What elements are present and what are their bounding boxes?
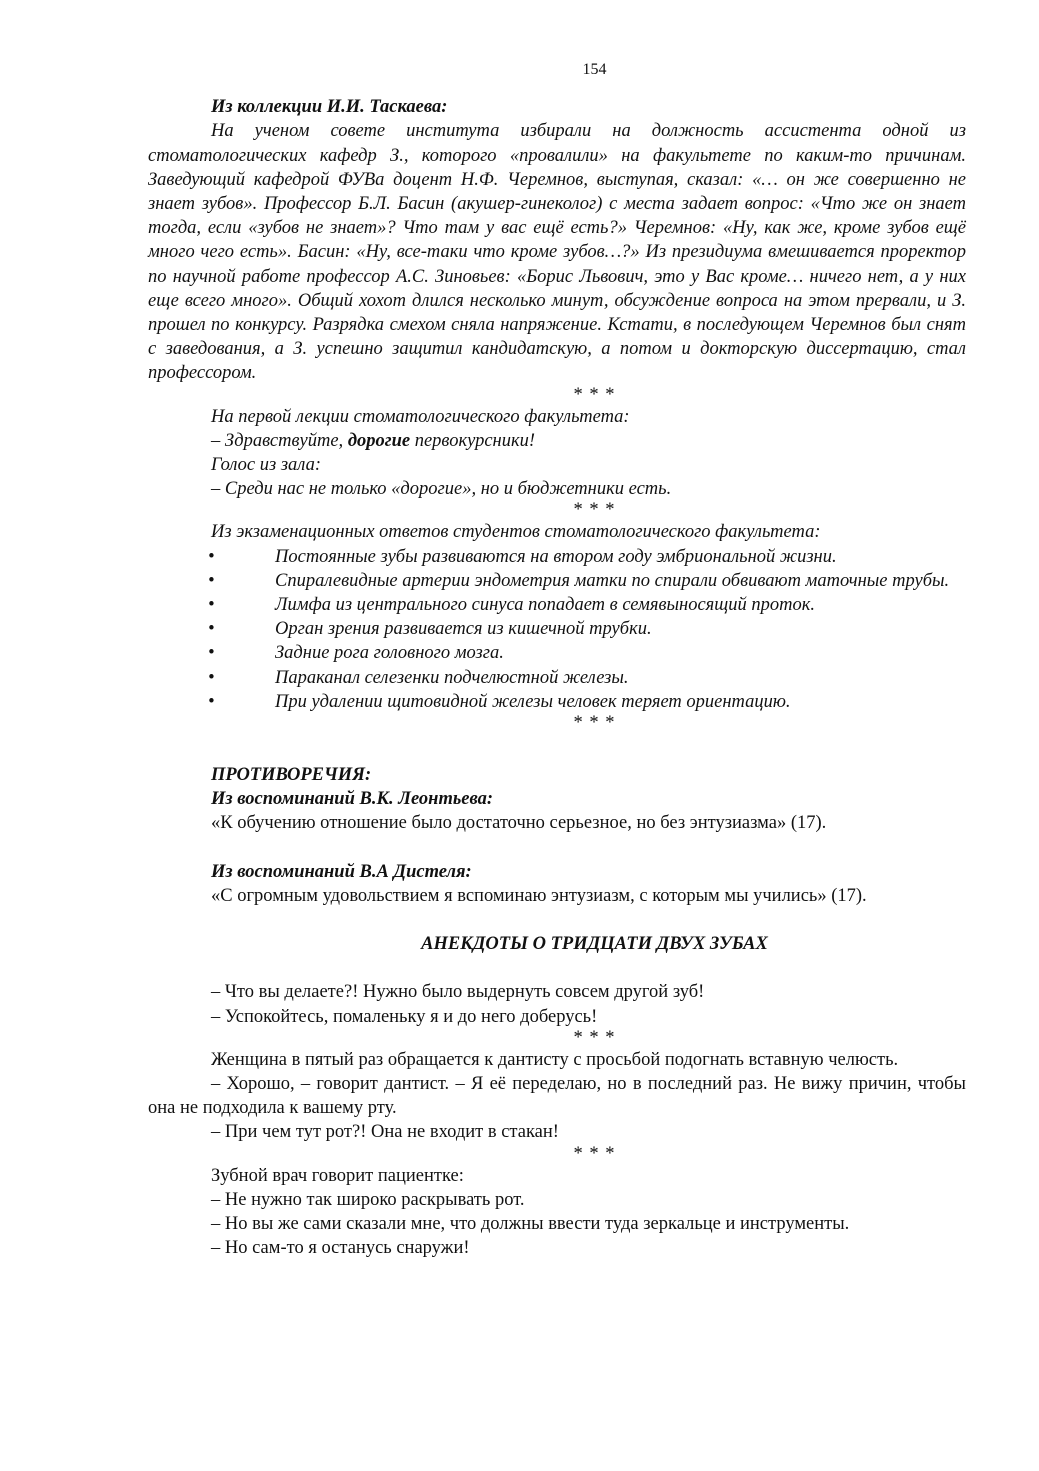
- bullet-icon: •: [208, 691, 215, 712]
- voice-from-hall: Голос из зала:: [211, 455, 321, 476]
- list-item: [0, 666, 966, 690]
- joke-line: – Но вы же сами сказали мне, что должны ввести туда зеркальце и инструменты.: [211, 1213, 850, 1234]
- bullet-icon: •: [208, 595, 215, 616]
- list-item-text: Орган зрения развивается из кишечной трубки.: [275, 619, 652, 640]
- exam-answers-intro: Из экзаменационных ответов студентов стоматологического факультета:: [211, 522, 821, 543]
- list-item: [0, 690, 966, 714]
- bullet-icon: •: [208, 570, 215, 591]
- list-item-text: Лимфа из центрального синуса попадает в семявыносящий проток.: [275, 595, 815, 616]
- separator: * * *: [573, 500, 616, 521]
- separator: * * *: [573, 1143, 616, 1164]
- bullet-icon: •: [208, 619, 215, 640]
- list-item: [0, 545, 966, 569]
- lecture-greeting: [148, 429, 966, 453]
- separator: * * *: [573, 713, 616, 734]
- list-item: [0, 617, 966, 641]
- joke-line: – Успокойтесь, помаленьку я и до него доберусь!: [211, 1006, 598, 1027]
- memoir-quote-leontiev: «К обучению отношение было достаточно серьезное, но без энтузиазма» (17).: [211, 813, 827, 834]
- greeting-text-a: – Здравствуйте,: [211, 430, 348, 451]
- anecdote-paragraph: На ученом совете института избирали на должность ассистента одной из стоматологических кафедр З., которого «провалили» на факультете по каким-то причинам. Заведующий кафедрой ФУВа доцент Н.Ф. Черемнов, выступая, сказал: «… он же совершенно не знает зубов». Профессор Б.Л. Басин (акушер-гинеколог) с места задает вопрос: «Что же он знает тогда, если «зубов не знает»? Что там у вас ещё есть?» Черемнов: «Ну, как же, кроме зубов ещё много чего есть». Басин: «Ну, все-таки что кроме зубов…?» Из президиума вмешивается проректор по научной работе профессор А.С. Зиновьев: «Борис Львович, это у Вас кроме… ничего нет, а у них еще всего много». Общий хохот длился несколько минут, обсуждение вопроса на этом прервали, и З. прошел по конкурсу. Разрядка смехом сняла напряжение. Кстати, в последующем Черемнов был снят с заведования, а З. успешно защитил кандидатскую, а потом и докторскую диссертацию, стал профессором.: [148, 121, 966, 384]
- spacer: [148, 733, 966, 763]
- list-item: [148, 569, 966, 593]
- section-heading-taskaev: Из коллекции И.И. Таскаева:: [211, 97, 448, 118]
- memoir-quote-distel: «С огромным удовольствием я вспоминаю энтузиазм, с которым мы учились» (17).: [211, 885, 867, 906]
- bullet-icon: •: [208, 546, 215, 567]
- list-item-text: Задние рога головного мозга.: [275, 643, 504, 664]
- list-item-text: Постоянные зубы развиваются на втором году эмбриональной жизни.: [275, 546, 837, 567]
- separator: * * *: [573, 384, 616, 405]
- joke-paragraph: – Хорошо, – говорит дантист. – Я её переделаю, но в последний раз. Не вижу причин, чтобы она не подходила к вашему рту.: [148, 1073, 966, 1119]
- lecture-intro: На первой лекции стоматологического факультета:: [211, 406, 630, 427]
- greeting-bold-word: дорогие: [347, 430, 411, 451]
- joke-line: – При чем тут рот?! Она не входит в стакан!: [211, 1122, 559, 1143]
- anecdotes-title: АНЕКДОТЫ О ТРИДЦАТИ ДВУХ ЗУБАХ: [421, 934, 768, 955]
- spacer: [148, 836, 966, 860]
- joke-line: – Что вы делаете?! Нужно было выдернуть совсем другой зуб!: [211, 982, 705, 1003]
- list-item-text: При удалении щитовидной железы человек теряет ориентацию.: [275, 691, 791, 712]
- joke-paragraph: Женщина в пятый раз обращается к дантисту с просьбой подогнать вставную челюсть.: [211, 1049, 899, 1070]
- separator: * * *: [573, 1027, 616, 1048]
- greeting-text-b: первокурсники!: [410, 430, 536, 451]
- voice-reply: – Среди нас не только «дорогие», но и бюджетники есть.: [211, 479, 672, 500]
- spacer: [148, 956, 966, 980]
- list-item: [0, 641, 966, 665]
- memoir-heading-leontiev: Из воспоминаний В.К. Леонтьева:: [211, 789, 494, 810]
- joke-line: – Не нужно так широко раскрывать рот.: [211, 1189, 525, 1210]
- spacer: [148, 908, 966, 932]
- bullet-icon: •: [208, 667, 215, 688]
- memoir-heading-distel: Из воспоминаний В.А Дистеля:: [211, 861, 472, 882]
- list-item-text: Спиралевидные артерии эндометрия матки по спирали обвивают маточные трубы.: [275, 570, 950, 591]
- joke-line: – Но сам-то я останусь снаружи!: [211, 1238, 470, 1259]
- joke-line: Зубной врач говорит пациентке:: [211, 1165, 464, 1186]
- bullet-icon: •: [208, 643, 215, 664]
- page-number: 154: [582, 61, 607, 78]
- list-item-text: Параканал селезенки подчелюстной железы.: [275, 667, 629, 688]
- list-item: [0, 593, 966, 617]
- contradictions-title: ПРОТИВОРЕЧИЯ:: [211, 765, 372, 786]
